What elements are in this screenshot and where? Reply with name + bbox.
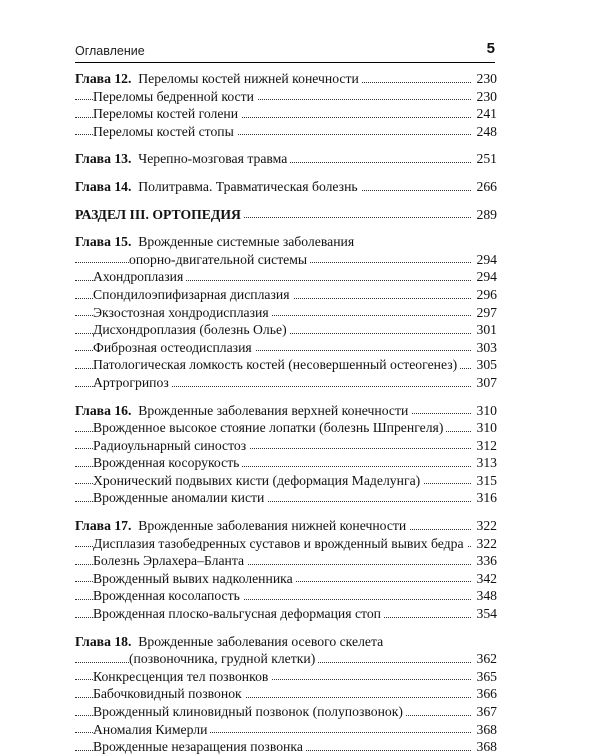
toc-label bbox=[93, 472, 423, 490]
entry-title: Фиброзная остеодисплазия bbox=[93, 339, 252, 355]
toc-entry[interactable] bbox=[75, 286, 497, 304]
entry-title: Конкресценция тел позвонков bbox=[93, 668, 269, 684]
toc-label bbox=[93, 339, 255, 357]
toc-entry[interactable] bbox=[75, 268, 497, 286]
page-ref: 312 bbox=[471, 437, 497, 455]
toc-label bbox=[93, 454, 242, 472]
entry-title: Дисхондроплазия (болезнь Олье) bbox=[93, 322, 287, 338]
toc-entry[interactable] bbox=[75, 703, 497, 721]
toc-label bbox=[93, 605, 384, 623]
toc-entry[interactable] bbox=[75, 472, 497, 490]
page-ref: 296 bbox=[471, 286, 497, 304]
entry-title: Переломы костей стопы bbox=[93, 123, 234, 139]
toc-label bbox=[75, 206, 244, 224]
toc-entry[interactable] bbox=[75, 535, 497, 553]
toc-label bbox=[93, 304, 272, 322]
page-number: 5 bbox=[486, 40, 495, 57]
page-ref: 230 bbox=[471, 88, 497, 106]
toc-spacer bbox=[75, 223, 497, 233]
toc-label bbox=[93, 552, 247, 570]
toc-entry[interactable] bbox=[75, 668, 497, 686]
toc-label bbox=[93, 437, 249, 455]
entry-title: Переломы бедренной кости bbox=[93, 88, 254, 104]
toc-chapter[interactable] bbox=[75, 70, 497, 88]
toc-label bbox=[93, 721, 210, 739]
page-ref: 241 bbox=[471, 105, 497, 123]
page-ref: 342 bbox=[471, 570, 497, 588]
toc-spacer bbox=[75, 623, 497, 633]
entry-title: Врожденная плоско-вальгусная деформация стоп bbox=[93, 606, 381, 622]
entry-title: Врожденные незаращения позвонка bbox=[93, 739, 303, 755]
page-ref: 313 bbox=[471, 454, 497, 472]
page-ref: 348 bbox=[471, 587, 497, 605]
entry-title-continued: (позвоночника, грудной клетки) bbox=[129, 650, 318, 668]
toc-entry[interactable] bbox=[75, 552, 497, 570]
chapter-number: Глава 12. bbox=[75, 71, 132, 86]
page-ref: 301 bbox=[471, 321, 497, 339]
page-ref: 322 bbox=[471, 517, 497, 535]
page-ref: 310 bbox=[471, 419, 497, 437]
toc-label bbox=[93, 123, 237, 141]
entry-title: Врожденный клиновидный позвонок (полупозвонок) bbox=[93, 704, 403, 719]
toc-entry[interactable] bbox=[75, 738, 497, 756]
table-of-contents bbox=[75, 70, 497, 756]
section-title: РАЗДЕЛ III. ОРТОПЕДИЯ bbox=[75, 206, 241, 222]
page-ref: 365 bbox=[471, 668, 497, 686]
toc-label bbox=[93, 570, 296, 588]
page-ref: 305 bbox=[471, 356, 497, 374]
toc-entry[interactable] bbox=[75, 123, 497, 141]
running-title: Оглавление bbox=[75, 44, 145, 58]
page-ref: 322 bbox=[471, 535, 497, 553]
page-ref: 294 bbox=[471, 268, 497, 286]
entry-title: Врожденная косолапость bbox=[93, 588, 240, 604]
entry-title: Ахондроплазия bbox=[93, 269, 184, 285]
toc-chapter[interactable] bbox=[75, 517, 497, 535]
toc-spacer bbox=[75, 196, 497, 206]
toc-chapter-continuation[interactable] bbox=[75, 251, 497, 269]
toc-label bbox=[75, 517, 409, 535]
chapter-number: Глава 15. bbox=[75, 234, 132, 250]
toc-chapter[interactable] bbox=[75, 150, 497, 168]
entry-title: Политравма. Травматическая болезнь bbox=[138, 178, 358, 194]
chapter-number: Глава 14. bbox=[75, 178, 132, 194]
toc-entry[interactable] bbox=[75, 587, 497, 605]
toc-label bbox=[75, 70, 362, 88]
toc-label bbox=[93, 685, 245, 703]
page-ref: 307 bbox=[471, 374, 497, 392]
entry-title: Радиоульнарный синостоз bbox=[93, 437, 247, 453]
toc-label bbox=[93, 419, 446, 437]
page-ref: 366 bbox=[471, 685, 497, 703]
toc-label bbox=[75, 150, 290, 168]
entry-title: Врожденные аномалии кисти bbox=[93, 490, 265, 506]
toc-entry[interactable] bbox=[75, 105, 497, 123]
toc-label bbox=[75, 233, 357, 251]
entry-title: Аномалия Кимерли bbox=[93, 721, 208, 737]
page-ref: 315 bbox=[471, 472, 497, 490]
entry-title: Переломы костей голени bbox=[93, 106, 239, 122]
toc-label bbox=[75, 178, 361, 196]
page-ref: 294 bbox=[471, 251, 497, 269]
toc-spacer bbox=[75, 140, 497, 150]
entry-title: Врожденное высокое стояние лопатки (болезнь Шпренгеля) bbox=[93, 420, 444, 436]
chapter-number: Глава 13. bbox=[75, 151, 132, 167]
toc-entry[interactable] bbox=[75, 356, 497, 374]
toc-entry[interactable] bbox=[75, 721, 497, 739]
toc-label bbox=[93, 105, 241, 123]
entry-title: Врожденные заболевания верхней конечности bbox=[138, 402, 409, 418]
page-ref: 303 bbox=[471, 339, 497, 357]
toc-chapter[interactable] bbox=[75, 633, 497, 651]
toc-entry[interactable] bbox=[75, 570, 497, 588]
chapter-number: Глава 17. bbox=[75, 518, 132, 534]
page-ref: 336 bbox=[471, 552, 497, 570]
toc-entry[interactable] bbox=[75, 437, 497, 455]
page-ref: 316 bbox=[471, 489, 497, 507]
toc-spacer bbox=[75, 168, 497, 178]
toc-chapter[interactable] bbox=[75, 402, 497, 420]
toc-label bbox=[93, 286, 293, 304]
toc-label bbox=[93, 535, 467, 553]
entry-title: Экзостозная хондродисплазия bbox=[93, 304, 269, 320]
entry-title: Черепно-мозговая травма bbox=[138, 151, 288, 167]
page-ref: 230 bbox=[471, 70, 497, 88]
toc-entry[interactable] bbox=[75, 605, 497, 623]
toc-chapter[interactable] bbox=[75, 233, 497, 251]
toc-label bbox=[93, 668, 271, 686]
toc-label bbox=[93, 268, 186, 286]
toc-label bbox=[93, 738, 306, 756]
entry-title: Врожденный вывих надколенника bbox=[93, 570, 293, 586]
toc-label bbox=[93, 703, 406, 721]
toc-entry[interactable] bbox=[75, 419, 497, 437]
toc-entry[interactable] bbox=[75, 321, 497, 339]
page-ref: 266 bbox=[471, 178, 497, 196]
chapter-number: Глава 18. bbox=[75, 633, 132, 649]
entry-title: Хронический подвывих кисти (деформация Маделунга) bbox=[93, 472, 421, 488]
toc-spacer bbox=[75, 392, 497, 402]
entry-title-continued: опорно-двигательной системы bbox=[129, 251, 310, 269]
toc-entry[interactable] bbox=[75, 88, 497, 106]
page-ref: 251 bbox=[471, 150, 497, 168]
page-ref: 297 bbox=[471, 304, 497, 322]
toc-chapter[interactable] bbox=[75, 178, 497, 196]
toc-label bbox=[93, 356, 460, 374]
entry-title: Врожденные системные заболевания bbox=[138, 234, 355, 250]
toc-section[interactable] bbox=[75, 206, 497, 224]
toc-entry[interactable] bbox=[75, 685, 497, 703]
page-header bbox=[75, 40, 495, 63]
toc-entry[interactable] bbox=[75, 374, 497, 392]
page-ref: 362 bbox=[471, 650, 497, 668]
entry-title: Дисплазия тазобедренных суставов и врожденный вывих бедра bbox=[93, 535, 464, 551]
toc-label bbox=[93, 374, 172, 392]
entry-title: Врожденные заболевания нижней конечности bbox=[138, 518, 407, 534]
page-ref: 310 bbox=[471, 402, 497, 420]
toc-label bbox=[93, 321, 290, 339]
page-ref: 368 bbox=[471, 738, 497, 756]
page-ref: 354 bbox=[471, 605, 497, 623]
entry-title: Спондилоэпифизарная дисплазия bbox=[93, 286, 290, 302]
toc-entry[interactable] bbox=[75, 304, 497, 322]
chapter-number: Глава 16. bbox=[75, 402, 132, 418]
page-ref: 289 bbox=[471, 206, 497, 224]
toc-chapter-continuation[interactable] bbox=[75, 650, 497, 668]
entry-title: Врожденная косорукость bbox=[93, 455, 240, 471]
toc-label bbox=[75, 402, 411, 420]
toc-label bbox=[75, 633, 386, 651]
entry-title: Переломы костей нижней конечности bbox=[138, 71, 359, 86]
toc-spacer bbox=[75, 507, 497, 517]
entry-title: Патологическая ломкость костей (несовершенный остеогенез) bbox=[93, 357, 458, 373]
toc-label bbox=[93, 587, 243, 605]
toc-entry[interactable] bbox=[75, 489, 497, 507]
page-ref: 368 bbox=[471, 721, 497, 739]
toc-label bbox=[93, 88, 257, 106]
toc-entry[interactable] bbox=[75, 454, 497, 472]
entry-title: Артрогрипоз bbox=[93, 374, 169, 390]
entry-title: Бабочковидный позвонок bbox=[93, 686, 242, 702]
page-ref: 367 bbox=[471, 703, 497, 721]
toc-entry[interactable] bbox=[75, 339, 497, 357]
entry-title: Врожденные заболевания осевого скелета bbox=[138, 633, 384, 649]
entry-title: Болезнь Эрлахера–Бланта bbox=[93, 553, 245, 569]
page-ref: 248 bbox=[471, 123, 497, 141]
toc-label bbox=[93, 489, 267, 507]
